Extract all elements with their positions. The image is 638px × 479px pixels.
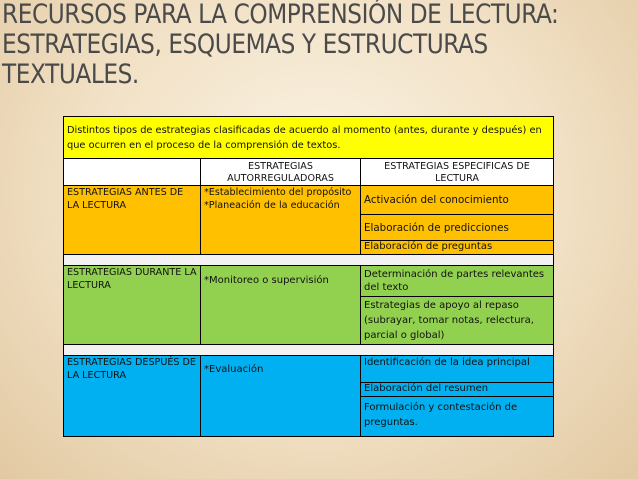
row-before-self: *Establecimiento del propósito *Planeación de la educación — [200, 185, 360, 254]
slide-title — [2, 0, 559, 90]
row-during-specific-2: Estrategias de apoyo al repaso (subrayar, tomar notas, relectura, parcial o global) — [360, 296, 553, 344]
row-during-label: ESTRATEGIAS DURANTE LA LECTURA — [64, 265, 200, 344]
title-line-2: ESTRATEGIAS, ESQUEMAS Y ESTRUCTURAS — [2, 29, 488, 60]
table-intro: Distintos tipos de estrategias clasificadas de acuerdo al momento (antes, durante y después) en que ocurren en el proceso de la comprensión de textos. — [64, 117, 553, 158]
row-after-specific-1: Identificación de la idea principal — [360, 355, 553, 382]
row-after-label: ESTRATEGIAS DESPUÉS DE LA LECTURA — [64, 355, 200, 436]
title-line-1: RECURSOS PARA LA COMPRENSIÓN DE LECTURA: — [2, 0, 559, 30]
row-spacer-1 — [64, 254, 553, 265]
header-empty — [64, 158, 200, 185]
title-line-3: TEXTUALES. — [2, 59, 139, 90]
row-after-self: *Evaluación — [200, 355, 360, 436]
row-before-specific-2: Elaboración de predicciones — [360, 214, 553, 240]
row-spacer-2 — [64, 344, 553, 355]
row-before-specific-3: Elaboración de preguntas — [360, 240, 553, 254]
row-after-specific-3: Formulación y contestación de preguntas. — [360, 396, 553, 436]
header-self-regulating: ESTRATEGIAS AUTORREGULADORAS — [200, 158, 360, 185]
row-during-self: *Monitoreo o supervisión — [200, 265, 360, 344]
row-before-label: ESTRATEGIAS ANTES DE LA LECTURA — [64, 185, 200, 254]
row-before-specific-1: Activación del conocimiento — [360, 185, 553, 214]
strategies-table — [63, 116, 554, 437]
row-after-specific-2: Elaboración del resumen — [360, 382, 553, 396]
row-during-specific-1: Determinación de partes relevantes del texto — [360, 265, 553, 296]
header-specific: ESTRATEGIAS ESPECIFICAS DE LECTURA — [360, 158, 553, 185]
